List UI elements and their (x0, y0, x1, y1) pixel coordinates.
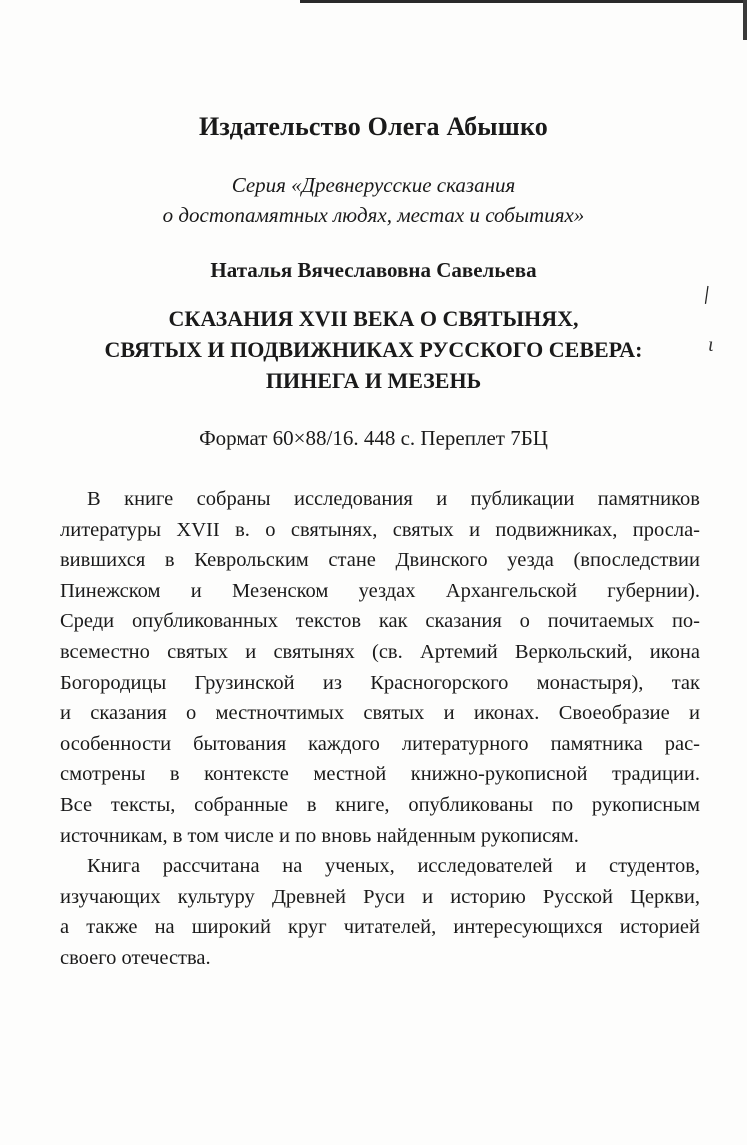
series-line-2: о достопамятных людях, местах и событиях» (162, 203, 585, 227)
paragraph-1-line: Среди опубликованных текстов как сказания о почитаемых по- (60, 610, 700, 633)
paragraph-1-line: Все тексты, собранные в книге, опубликованы по рукописным (60, 793, 700, 816)
paragraph-1-line: В книге собраны исследования и публикации памятников (87, 488, 700, 510)
publisher-heading: Издательство Олега Абышко (198, 112, 548, 141)
paragraph-1-line: вившихся в Кеврольским стане Двинского уезда (впоследствии (60, 549, 700, 572)
scan-edge-top (300, 0, 747, 3)
paragraph-1-line: и сказания о местночтимых святых и иконах. Своеобразие и (60, 702, 700, 725)
annotation-text (60, 484, 700, 974)
scan-edge-right (743, 0, 747, 40)
handwritten-margin-mark: ǀ (702, 280, 712, 311)
paragraph-2-line: своего отечества. (60, 946, 211, 969)
handwritten-margin-mark: ι (708, 334, 714, 356)
format-info: Формат 60×88/16. 448 с. Переплет 7БЦ (199, 426, 548, 450)
paragraph-1-line: всеместно святых и святынях (св. Артемий Веркольский, икона (60, 640, 700, 663)
paragraph-1-line: Пинежском и Мезенском уездах Архангельской губернии). (60, 579, 700, 602)
paragraph-1-line: особенности бытования каждого литературного памятника рас- (60, 732, 700, 755)
paragraph-2-line: Книга рассчитана на ученых, исследователей и студентов, (87, 855, 700, 878)
series-line-1: Серия «Древнерусские сказания (231, 173, 516, 197)
paragraph-2-line: а также на широкий круг читателей, интересующихся историей (60, 916, 700, 939)
title-line-3: ПИНЕГА И МЕЗЕНЬ (265, 368, 482, 393)
series-name (0, 170, 747, 230)
title-line-1: СКАЗАНИЯ XVII ВЕКА О СВЯТЫНЯХ, (168, 306, 579, 331)
paragraph-1-line: Богородицы Грузинской из Красногорского монастыря), так (60, 671, 700, 694)
author-name: Наталья Вячеславовна Савельева (210, 258, 537, 282)
book-title (0, 303, 747, 396)
paragraph-2-line: изучающих культуру Древней Руси и историю Русской Церкви, (60, 885, 700, 908)
paragraph-1-line: смотрены в контексте местной книжно-рукописной традиции. (60, 763, 700, 786)
paragraph-1-line: литературы XVII в. о святынях, святых и подвижниках, просла- (60, 518, 700, 541)
title-line-2: СВЯТЫХ И ПОДВИЖНИКАХ РУССКОГО СЕВЕРА: (104, 337, 643, 362)
paragraph-1-line: источникам, в том числе и по вновь найденным рукописям. (60, 824, 579, 847)
